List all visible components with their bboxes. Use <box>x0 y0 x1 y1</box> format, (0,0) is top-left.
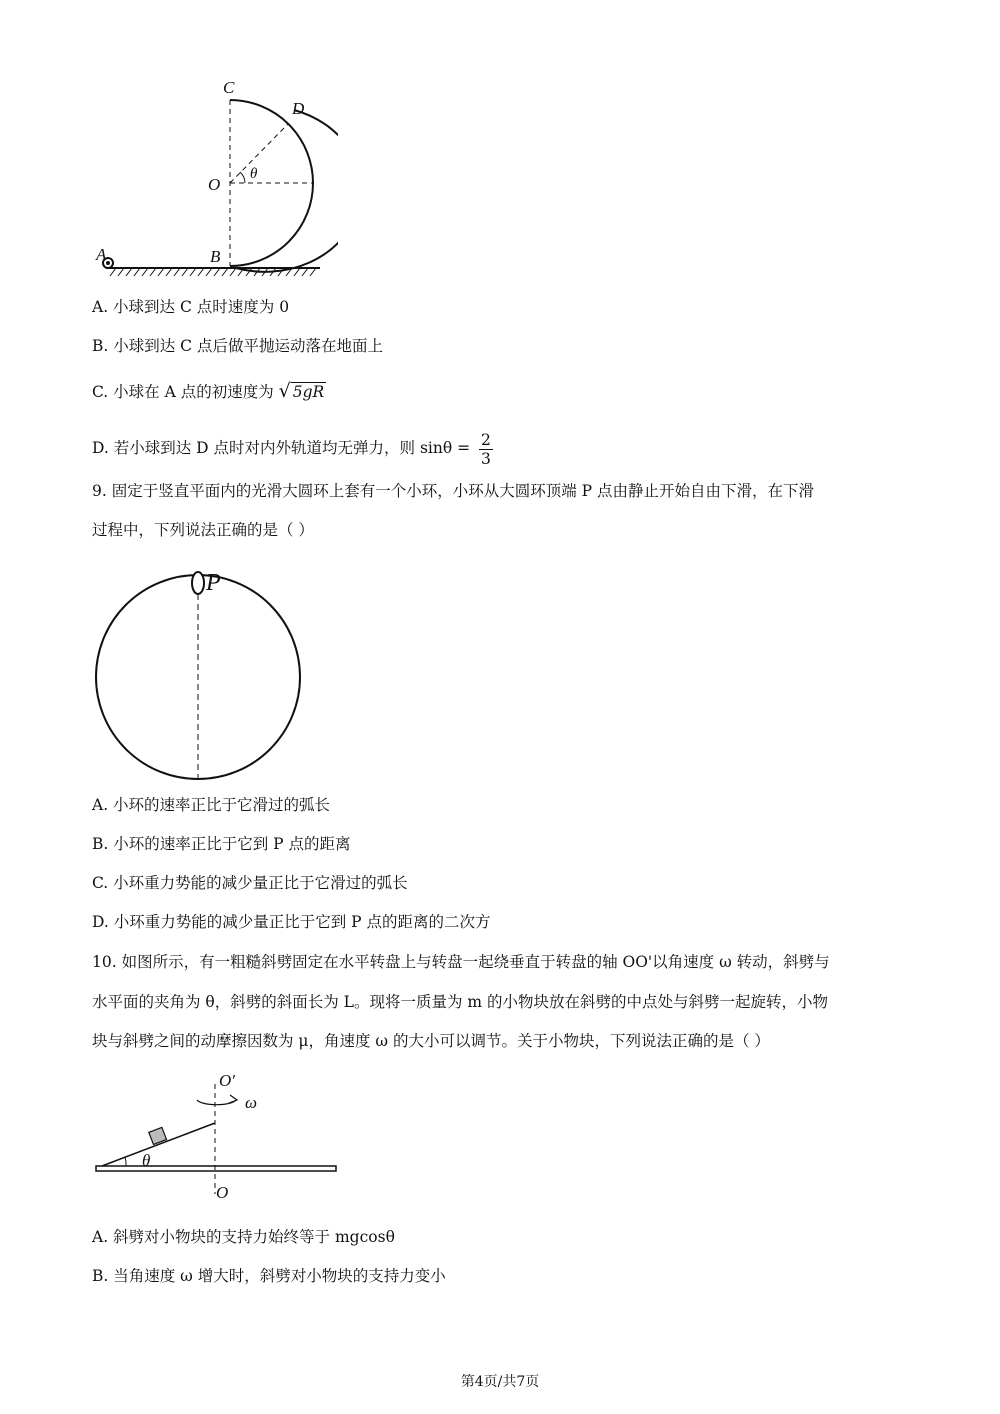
q10-option-b: B. 当角速度 ω 增大时，斜劈对小物块的支持力变小 <box>92 1267 446 1285</box>
q9-option-b: B. 小环的速率正比于它到 P 点的距离 <box>92 835 351 853</box>
label-P: P <box>206 570 221 596</box>
page-footer: 第4页/共7页 <box>460 1374 540 1390</box>
label-D: D <box>292 99 305 118</box>
label-A: A <box>96 245 107 264</box>
q9-option-d: D. 小环重力势能的减少量正比于它到 P 点的距离的二次方 <box>92 913 491 931</box>
fraction-denominator: 3 <box>481 449 491 468</box>
sqrt-sign: √ <box>278 380 291 402</box>
fraction-numerator: 2 <box>481 430 491 449</box>
q10-stem-line2: 水平面的夹角为 θ，斜劈的斜面长为 L。现将一质量为 m 的小物块放在斜劈的中点处与斜劈一起旋转，小物 <box>92 993 829 1011</box>
wedge-figure <box>92 1070 342 1205</box>
ring-figure <box>88 570 308 785</box>
q9-stem-line1: 9. 固定于竖直平面内的光滑大圆环上套有一个小环，小环从大圆环顶端 P 点由静止开始自由下滑，在下滑 <box>92 482 815 500</box>
label-omega: ω <box>245 1093 258 1112</box>
q9-stem-line2: 过程中，下列说法正确的是（ ） <box>92 521 314 539</box>
q8-option-b: B. 小球到达 C 点后做平抛运动落在地面上 <box>92 337 383 355</box>
q10-stem-line3: 块与斜劈之间的动摩擦因数为 μ，角速度 ω 的大小可以调节。关于小物块，下列说法正确的是（ ） <box>92 1032 770 1050</box>
q8-option-a: A. 小球到达 C 点时速度为 0 <box>92 298 290 316</box>
fraction <box>479 431 493 468</box>
q10-option-a: A. 斜劈对小物块的支持力始终等于 mgcosθ <box>92 1228 395 1246</box>
q9-option-c: C. 小环重力势能的减少量正比于它滑过的弧长 <box>92 874 408 892</box>
label-O-bottom: O <box>216 1183 229 1202</box>
label-O-prime: O′ <box>219 1071 235 1090</box>
label-C: C <box>223 78 235 97</box>
label-B: B <box>210 247 221 266</box>
q8-option-c-sqrt: 5gR <box>292 383 325 401</box>
track-figure <box>88 72 338 282</box>
q9-option-a: A. 小环的速率正比于它滑过的弧长 <box>92 796 331 814</box>
label-O: O <box>208 175 221 194</box>
q10-stem-line1: 10. 如图所示，有一粗糙斜劈固定在水平转盘上与转盘一起绕垂直于转盘的轴 OO'以角速度 ω 转动，斜劈与 <box>92 953 830 971</box>
label-theta: θ <box>250 166 258 182</box>
q8-option-c-text: C. 小球在 A 点的初速度为 <box>92 383 274 401</box>
label-theta-wedge: θ <box>142 1151 151 1170</box>
q8-option-d-text: D. 若小球到达 D 点时对内外轨道均无弹力，则 sinθ = <box>92 439 471 457</box>
q8-option-c <box>92 381 326 402</box>
q8-option-d <box>92 428 493 468</box>
